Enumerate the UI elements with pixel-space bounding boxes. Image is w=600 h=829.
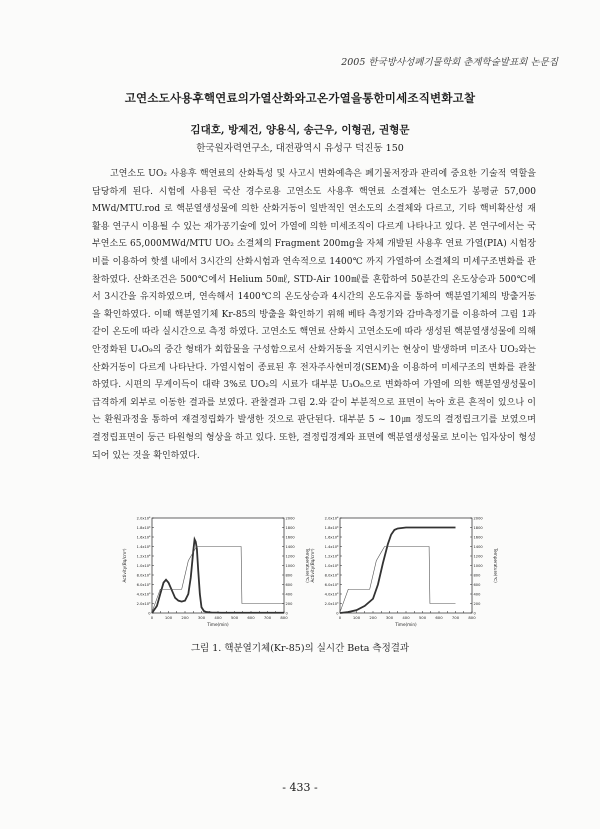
x-tick-label: 500	[230, 615, 239, 620]
x-tick-label: 400	[214, 615, 222, 620]
y-tick-label: 8.0x10³	[136, 573, 151, 578]
y-tick-label: 1.0x10⁴	[324, 563, 339, 568]
plot-frame	[152, 518, 284, 613]
x-tick-label: 300	[385, 615, 394, 620]
y-tick-label: 1.8x10⁴	[324, 525, 339, 530]
chart-right	[308, 510, 498, 635]
y-tick-label: 1.6x10⁴	[324, 535, 339, 540]
x-tick-label: 0	[338, 615, 342, 620]
x-tick-label: 100	[352, 615, 361, 620]
y-right-tick-label: 0	[285, 611, 288, 616]
y-right-tick-label: 600	[285, 582, 293, 587]
conference-header: 2005 한국방사성폐기물학회 춘계학술발표회 논문집	[341, 57, 558, 68]
y-tick-label: 1.2x10⁴	[324, 554, 339, 559]
abstract-body: 고연소도 UO₂ 사용후 핵연료의 산화특성 및 사고시 변화예측은 폐기물저장과 관리에 중요한 기술적 역할을 담당하게 된다. 시험에 사용된 국산 경수로용 고연소도 사용후 핵연료 소결체는 연소도가 봉평균 57,000 MWd/MTU.rod 로 핵분열생성물에 의한 산화거동이 일반적인 연소도의 소결체와 다르고, 기타 핵비확산성 재활용 연구시 이용될 수 있는 재가공기술에 있어 가열에 의한 미세조직이 다르게 나타나고 있다. 본 연구에서는 국부연소도 65,000MWd/MTU UO₂ 소결체의 Fragment 200mg을 자체 개발된 사용후 연료 가열(PIA) 시험장비를 이용하여 핫셀 내에서 3시간의 산화시험과 연속적으로 1400℃ 까지 가열하여 소결체의 미세구조변화를 관찰하였다. 산화조건은 500℃에서 Helium 50㎖, STD-Air 100㎖를 혼합하여 50분간의 온도상승과 500℃에서 3시간을 유지하였으며, 연속해서 1400℃의 온도상승과 4시간의 온도유지를 통하여 핵분열기체의 방출거동을 확인하였다. 이때 핵분열기체 Kr-85의 방출을 확인하기 위해 베타 측정기와 감마측정기를 이용하여 그림 1과 같이 온도에 따라 실시간으로 측정 하였다. 고연소도 핵연료 산화시 고연소도에 따라 생성된 핵분열생성물에 의해 안정화된 U₄O₉의 중간 형태가 회합물을 구성함으로서 산화거동을 지연시키는 현상이 발생하며 미조사 UO₂와는 산화거동이 다르게 나타난다. 가열시험이 종료된 후 전자주사현미경(SEM)을 이용하여 미세구조의 변화를 관찰하였다. 시편의 무게이득이 대략 3%로 UO₂의 시료가 대부분 U₃O₈으로 변화하여 가열에 의한 핵분열생성물이 급격하게 외부로 이동한 결과를 보였다. 관찰결과 그림 2.와 같이 부분적으로 표면이 녹아 흐른 흔적이 있으나 이는 환원과정을 통하여 재결정립화가 발생한 것으로 판단된다. 대부분 5 ~ 10㎛ 정도의 결정립크기를 보였으며 결정립표면이 둥근 타원형의 형상을 하고 있다. 또한, 결정립경계와 표면에 핵분열생성물로 보이는 입자상이 형성되어 있는 것을 확인하였다.	[92, 169, 536, 461]
y-right-tick-label: 400	[285, 592, 293, 597]
author-list: 김대호, 방제건, 양용식, 송근우, 이형권, 권형문	[190, 124, 410, 136]
y-right-axis-label: Temperature(℃)	[305, 548, 310, 583]
y-right-tick-label: 600	[473, 582, 481, 587]
y-tick-label: 0	[148, 611, 151, 616]
y-right-tick-label: 1800	[473, 525, 483, 530]
y-tick-label: 1.0x10⁴	[136, 563, 151, 568]
page-number: - 433 -	[282, 781, 318, 794]
y-tick-label: 0	[336, 611, 339, 616]
y-right-tick-label: 1200	[473, 554, 483, 559]
x-tick-label: 100	[164, 615, 173, 620]
x-tick-label: 700	[451, 615, 460, 620]
x-tick-label: 800	[280, 615, 288, 620]
x-axis-label: Time(min)	[207, 622, 229, 627]
y-tick-label: 1.4x10⁴	[324, 544, 339, 549]
figure-1	[0, 510, 600, 635]
y-right-tick-label: 200	[285, 601, 293, 606]
y-right-tick-label: 0	[473, 611, 476, 616]
y-right-tick-label: 2000	[285, 516, 295, 521]
y-tick-label: 6.0x10³	[324, 582, 339, 587]
y-tick-label: 2.0x10³	[324, 601, 339, 606]
y-tick-label: 1.6x10⁴	[136, 535, 151, 540]
y-right-tick-label: 1000	[473, 563, 483, 568]
y-right-tick-label: 1200	[285, 554, 295, 559]
y-tick-label: 8.0x10³	[324, 573, 339, 578]
x-tick-label: 200	[369, 615, 377, 620]
y-axis-label: Activity(Bq/cm³)	[122, 548, 127, 583]
x-tick-label: 400	[402, 615, 410, 620]
y-right-tick-label: 1000	[285, 563, 295, 568]
y-right-tick-label: 1600	[285, 535, 295, 540]
x-tick-label: 800	[468, 615, 476, 620]
affiliation: 한국원자력연구소, 대전광역시 유성구 덕진동 150	[196, 143, 404, 154]
y-right-axis-label: Temperature(℃)	[493, 548, 498, 583]
y-right-tick-label: 800	[473, 573, 481, 578]
x-tick-label: 300	[197, 615, 206, 620]
x-tick-label: 500	[418, 615, 427, 620]
y-tick-label: 6.0x10³	[136, 582, 151, 587]
x-tick-label: 700	[263, 615, 272, 620]
y-axis-label: Activity(Bq/cm³)	[310, 548, 315, 583]
y-right-tick-label: 800	[285, 573, 293, 578]
chart-left	[120, 510, 310, 635]
x-tick-label: 200	[181, 615, 189, 620]
x-axis-label: Time(min)	[395, 622, 417, 627]
y-right-tick-label: 1400	[473, 544, 483, 549]
y-tick-label: 1.2x10⁴	[136, 554, 151, 559]
y-tick-label: 2.0x10⁴	[324, 516, 339, 521]
y-tick-label: 4.0x10³	[324, 592, 339, 597]
figure-caption: 그림 1. 핵분열기체(Kr-85)의 실시간 Beta 측정결과	[190, 643, 410, 654]
paper-title: 고연소도사용후핵연료의가열산화와고온가열을통한미세조직변화고찰	[124, 91, 476, 105]
y-right-tick-label: 400	[473, 592, 481, 597]
y-right-tick-label: 1600	[473, 535, 483, 540]
plot-frame	[340, 518, 472, 613]
x-tick-label: 0	[150, 615, 154, 620]
y-tick-label: 1.4x10⁴	[136, 544, 151, 549]
y-tick-label: 4.0x10³	[136, 592, 151, 597]
y-right-tick-label: 1400	[285, 544, 295, 549]
y-tick-label: 1.8x10⁴	[136, 525, 151, 530]
y-tick-label: 2.0x10⁴	[136, 516, 151, 521]
y-right-tick-label: 2000	[473, 516, 483, 521]
x-tick-label: 600	[435, 615, 443, 620]
y-right-tick-label: 1800	[285, 525, 295, 530]
y-tick-label: 2.0x10³	[136, 601, 151, 606]
y-right-tick-label: 200	[473, 601, 481, 606]
x-tick-label: 600	[247, 615, 255, 620]
